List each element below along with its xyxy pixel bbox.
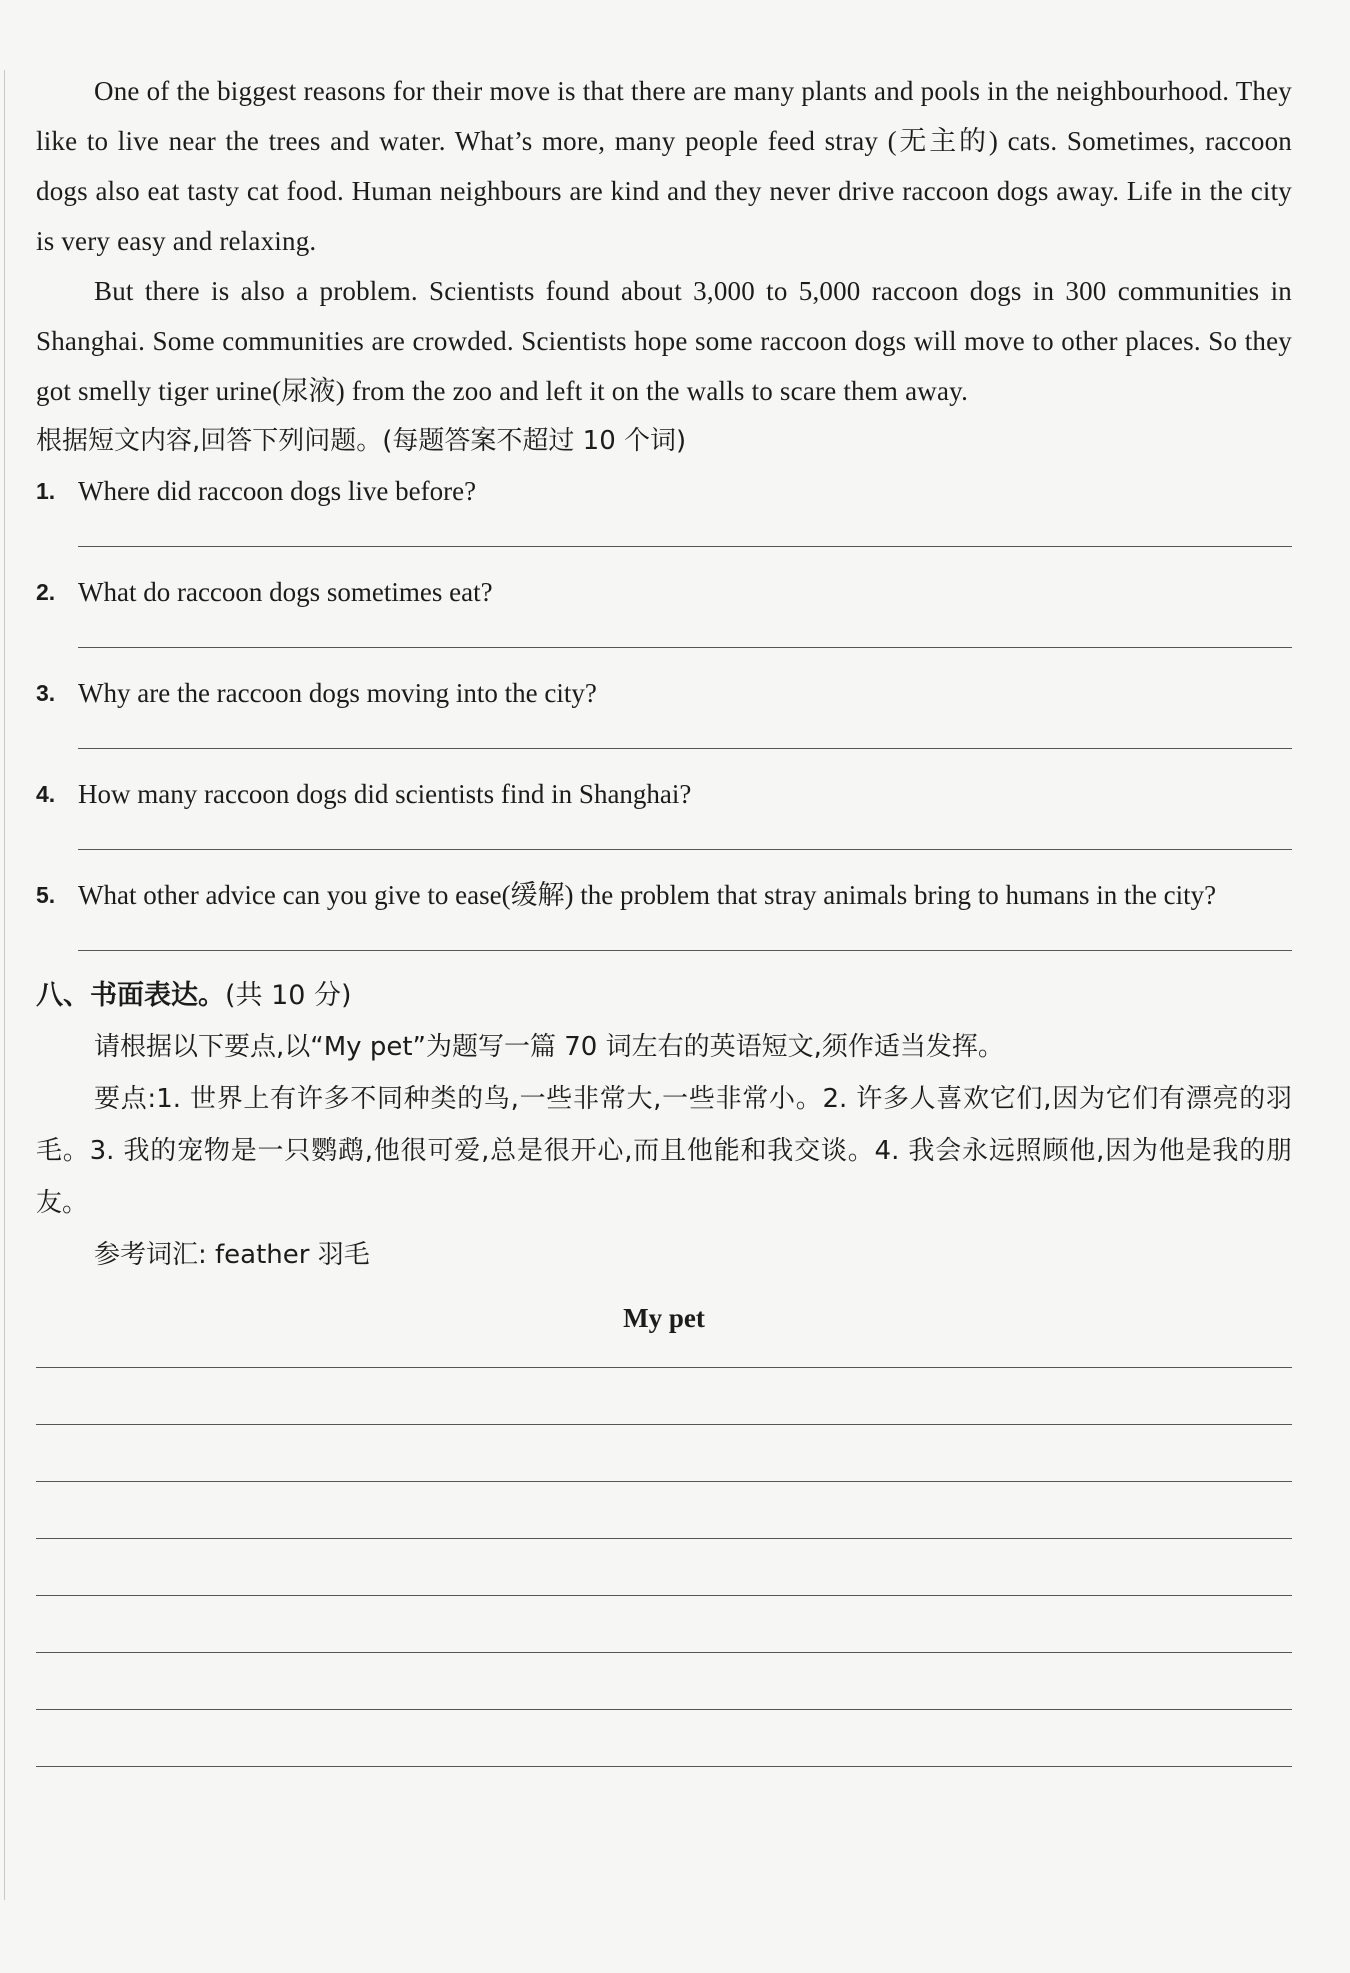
writing-section-points: (共 10 分) [225,980,352,1011]
writing-vocabulary: 参考词汇: feather 羽毛 [94,1240,370,1270]
questions-instruction: 根据短文内容,回答下列问题。(每题答案不超过 10 个词) [36,426,687,456]
worksheet-content [36,66,1292,1767]
question-1 [36,466,1292,547]
question-3 [36,668,1292,749]
answer-line-1[interactable] [78,546,1292,547]
question-2 [36,567,1292,648]
question-number: 4. [36,781,56,807]
answer-line-4[interactable] [78,849,1292,850]
writing-line-3[interactable] [36,1481,1292,1482]
writing-line-2[interactable] [36,1424,1292,1425]
question-number: 1. [36,478,56,504]
writing-line-7[interactable] [36,1709,1292,1710]
question-number: 2. [36,579,56,605]
writing-line-4[interactable] [36,1538,1292,1539]
writing-key-points: 要点:1. 世界上有许多不同种类的鸟,一些非常大,一些非常小。2. 许多人喜欢它们,因为它们有漂亮的羽毛。3. 我的宠物是一只鹦鹉,他很可爱,总是很开心,而且他能和我交谈。4. 我会永远照顾他,因为他是我的朋友。 [36,1084,1292,1218]
question-text: What other advice can you give to ease(缓解) the problem that stray animals bring to humans in the city? [78,880,1217,910]
question-number: 5. [36,882,56,908]
question-4 [36,769,1292,850]
writing-section-heading: 八、书面表达。 [36,980,225,1011]
question-text: How many raccoon dogs did scientists find in Shanghai? [78,779,692,809]
question-number: 3. [36,680,56,706]
essay-title: My pet [623,1303,705,1333]
writing-line-1[interactable] [36,1367,1292,1368]
writing-line-6[interactable] [36,1652,1292,1653]
answer-line-2[interactable] [78,647,1292,648]
writing-section-title [36,971,1292,1021]
writing-line-8[interactable] [36,1766,1292,1767]
question-text: What do raccoon dogs sometimes eat? [78,577,493,607]
writing-line-5[interactable] [36,1595,1292,1596]
passage-paragraph-1: One of the biggest reasons for their move is that there are many plants and pools in the neighbourhood. They like to live near the trees and water. What’s more, many people feed stray (无主的) cats. Sometimes, raccoon dogs also eat tasty cat food. Human neighbours are kind and they never drive raccoon dogs away. Life in the city is very easy and relaxing. [36,76,1292,256]
binding-edge-line [4,70,5,1900]
writing-instruction: 请根据以下要点,以“My pet”为题写一篇 70 词左右的英语短文,须作适当发挥。 [94,1032,1004,1062]
passage-paragraph-2: But there is also a problem. Scientists found about 3,000 to 5,000 raccoon dogs in 300 communities in Shanghai. Some communities are crowded. Scientists hope some raccoon dogs will move to other places. So they got smelly tiger urine(尿液) from the zoo and left it on the walls to scare them away. [36,276,1292,406]
answer-line-3[interactable] [78,748,1292,749]
writing-lines [36,1367,1292,1767]
question-text: Where did raccoon dogs live before? [78,476,477,506]
question-5 [36,870,1292,951]
answer-line-5[interactable] [78,950,1292,951]
question-text: Why are the raccoon dogs moving into the city? [78,678,597,708]
